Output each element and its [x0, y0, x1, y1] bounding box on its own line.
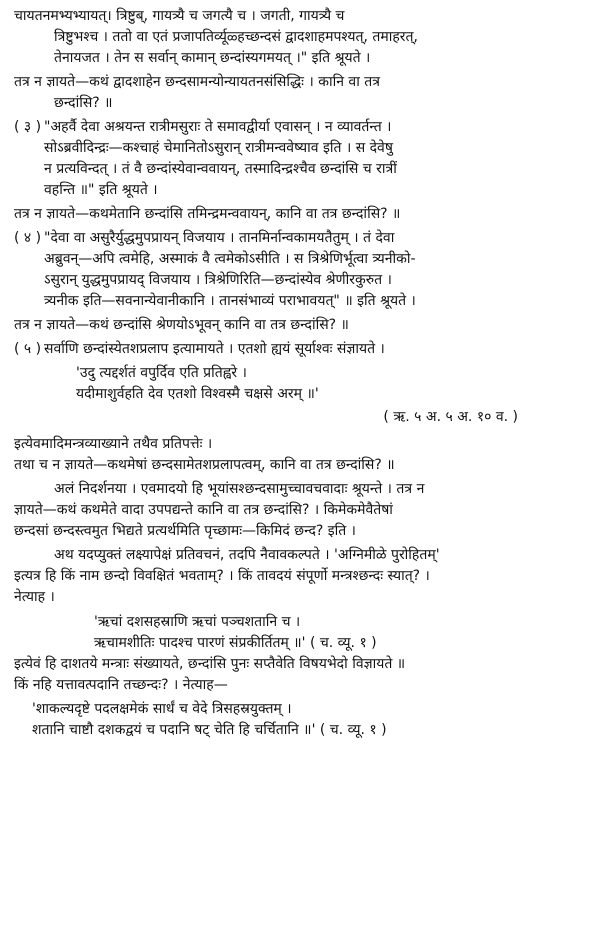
- text-line: इत्येवमादिमन्त्रव्याख्याने तथैव प्रतिपत्तेः ।: [14, 436, 213, 452]
- verse-line: 'उदु त्यद्दर्शतं वपुर्दिव एति प्रतिह्वरे ।: [76, 365, 247, 381]
- text-line: "अहर्वै देवा अश्रयन्त रात्रीमसुराः ते समावद्वीर्या एवासन् । न व्यावर्तन्त ।: [44, 119, 392, 135]
- paragraph-number: ( ४ ): [14, 230, 42, 246]
- verse-line: 'ऋचां दशसहस्राणि ऋचां पञ्चशतानि च ।: [94, 614, 301, 630]
- text-line: तत्र न ज्ञायते—कथं छन्दांसि श्रेणयोऽभूवन् कानि वा तत्र छन्दांसि? ॥: [14, 317, 349, 333]
- verse-quote-3: [14, 699, 588, 741]
- text-line: किं नहि यत्तावत्पदानि तच्छन्दः? । नेत्याह—: [14, 677, 228, 693]
- paragraph-2: [14, 72, 588, 114]
- paragraph-1: [14, 6, 588, 69]
- paragraph-11: [14, 654, 588, 696]
- text-line: तथा च न ज्ञायते—कथमेषां छन्दसामेतशप्रलापत्वम्, कानि वा तत्र छन्दांसि? ॥: [14, 457, 395, 473]
- text-line: छन्दांसि? ॥: [54, 95, 113, 111]
- verse-line: ऋचामशीतिः पादश्च पारणं संप्रकीर्तितम् ॥' ( च. व्यू. १ ): [94, 635, 377, 651]
- text-line: सर्वाणि छन्दांस्येतशप्रलाप इत्यामायते । एतशो ह्ययं सूर्याश्वः संज्ञायते ।: [44, 341, 385, 357]
- verse-line: यदीमाशुर्वहति देव एतशो विश्वस्मै चक्षसे अरम् ॥': [76, 386, 319, 402]
- numbered-paragraph-3: [14, 117, 588, 201]
- verse-line: 'शाकल्यदृष्टे पदलक्षमेकं सार्धं च वेदे त्रिसहस्रयुक्तम् ।: [32, 701, 292, 717]
- text-line: तत्र न ज्ञायते—कथं द्वादशाहेन छन्दसामन्योन्यायतनसंसिद्धिः । कानि वा तत्र: [14, 74, 380, 90]
- numbered-paragraph-5: [14, 339, 588, 360]
- paragraph-number: ( ५ ): [14, 341, 42, 357]
- paragraph-8: [14, 434, 588, 476]
- verse-quote-1: [14, 363, 588, 405]
- text-line: इत्येवं हि दाशतये मन्त्राः संख्यायते, छन्दांसि पुनः सप्तैवेति विषयभेदो विज्ञायते ॥: [14, 656, 406, 672]
- text-line: त्रिष्टुभश्च । ततो वा एतं प्रजापतिर्व्यूळ्हच्छन्दसं द्वादशाहमपश्यत्, तमाहरत्,: [54, 29, 418, 45]
- text-line: ऽसुरान् युद्धमुपप्रायद् विजयाय । त्रिश्रेणिरिति—छन्दांस्येव श्रेणीरकुरुत ।: [44, 272, 392, 288]
- paragraph-10: [14, 545, 588, 608]
- paragraph-number: ( ३ ): [14, 119, 42, 135]
- text-line: "देवा वा असुरैर्युद्धमुपप्रायन् विजयाय । तानमिर्नान्वकामयतैतुम् । तं देवा: [44, 230, 395, 246]
- text-line: त्र्यनीक इति—सवनान्येवानीकानि । तानसंभाव्यं पराभावयत्" ॥ इति श्रूयते ।: [44, 293, 416, 309]
- text-line: तेनायजत । तेन स सर्वान् कामान् छन्दांस्यगमयत् ।" इति श्रूयते ।: [54, 50, 371, 66]
- numbered-paragraph-4: [14, 228, 588, 312]
- text-line: अथ यदप्युक्तं लक्ष्यापेक्षं प्रतिवचनं, तदपि नैवावकल्पते । 'अग्निमीळे पुरोहितम्': [54, 547, 440, 563]
- text-line: चायतनमभ्यभ्यायत्। त्रिष्टुब्, गायत्र्यै च जगत्यै च । जगती, गायत्र्यै च: [14, 8, 345, 24]
- text-line: वहन्ति ॥" इति श्रूयते ।: [44, 182, 158, 198]
- text-line: अब्रुवन्—अपि त्वमेहि, अस्माकं वै त्वमेकोऽसीति । स त्रिश्रेणिर्भूत्वा त्र्यनीको-: [44, 251, 416, 267]
- text-line: छन्दसां छन्दस्त्वमुत भिद्यते प्रत्यर्थमिति पृच्छामः—किमिदं छन्द? इति ।: [14, 523, 356, 539]
- text-line: न प्रत्यविन्दत् । तं वै छन्दांस्येवान्ववायन्, तस्मादिन्द्रश्चैव छन्दांसि च रात्रीं: [44, 161, 397, 177]
- paragraph-4: [14, 204, 588, 225]
- verse-reference: ( ऋ. ५ अ. ५ अ. १० व. ): [383, 409, 518, 425]
- text-line: ज्ञायते—कथं कथमेते वादा उपपद्यन्ते कानि वा तत्र छन्दांसि? । किमेकमेवैतेषां: [14, 502, 393, 518]
- paragraph-6: [14, 315, 588, 336]
- text-line: सोऽब्रवीदिन्द्रः—कश्चाहं चेमानितोऽसुरान् रात्रीमन्ववेष्याव इति । स देवेषु: [44, 140, 393, 156]
- text-line: इत्यत्र हि किं नाम छन्दो विवक्षितं भवताम्? । किं तावदयं संपूर्णो मन्त्रश्छन्दः स्यात्? ।: [14, 568, 430, 584]
- text-line: तत्र न ज्ञायते—कथमेतानि छन्दांसि तमिन्द्रमन्ववायन्, कानि वा तत्र छन्दांसि? ॥: [14, 206, 401, 222]
- text-line: अलं निदर्शनया । एवमादयो हि भूयांसश्छन्दसामुच्चावचवादाः श्रूयन्ते । तत्र न: [54, 481, 425, 497]
- paragraph-9: [14, 479, 588, 542]
- text-line: नेत्याह ।: [14, 589, 55, 605]
- verse-line: शतानि चाष्टौ दशकद्वयं च पदानि षट् चेति हि चर्चितानि ॥' ( च. व्यू. १ ): [32, 722, 387, 738]
- verse-quote-2: [14, 612, 588, 654]
